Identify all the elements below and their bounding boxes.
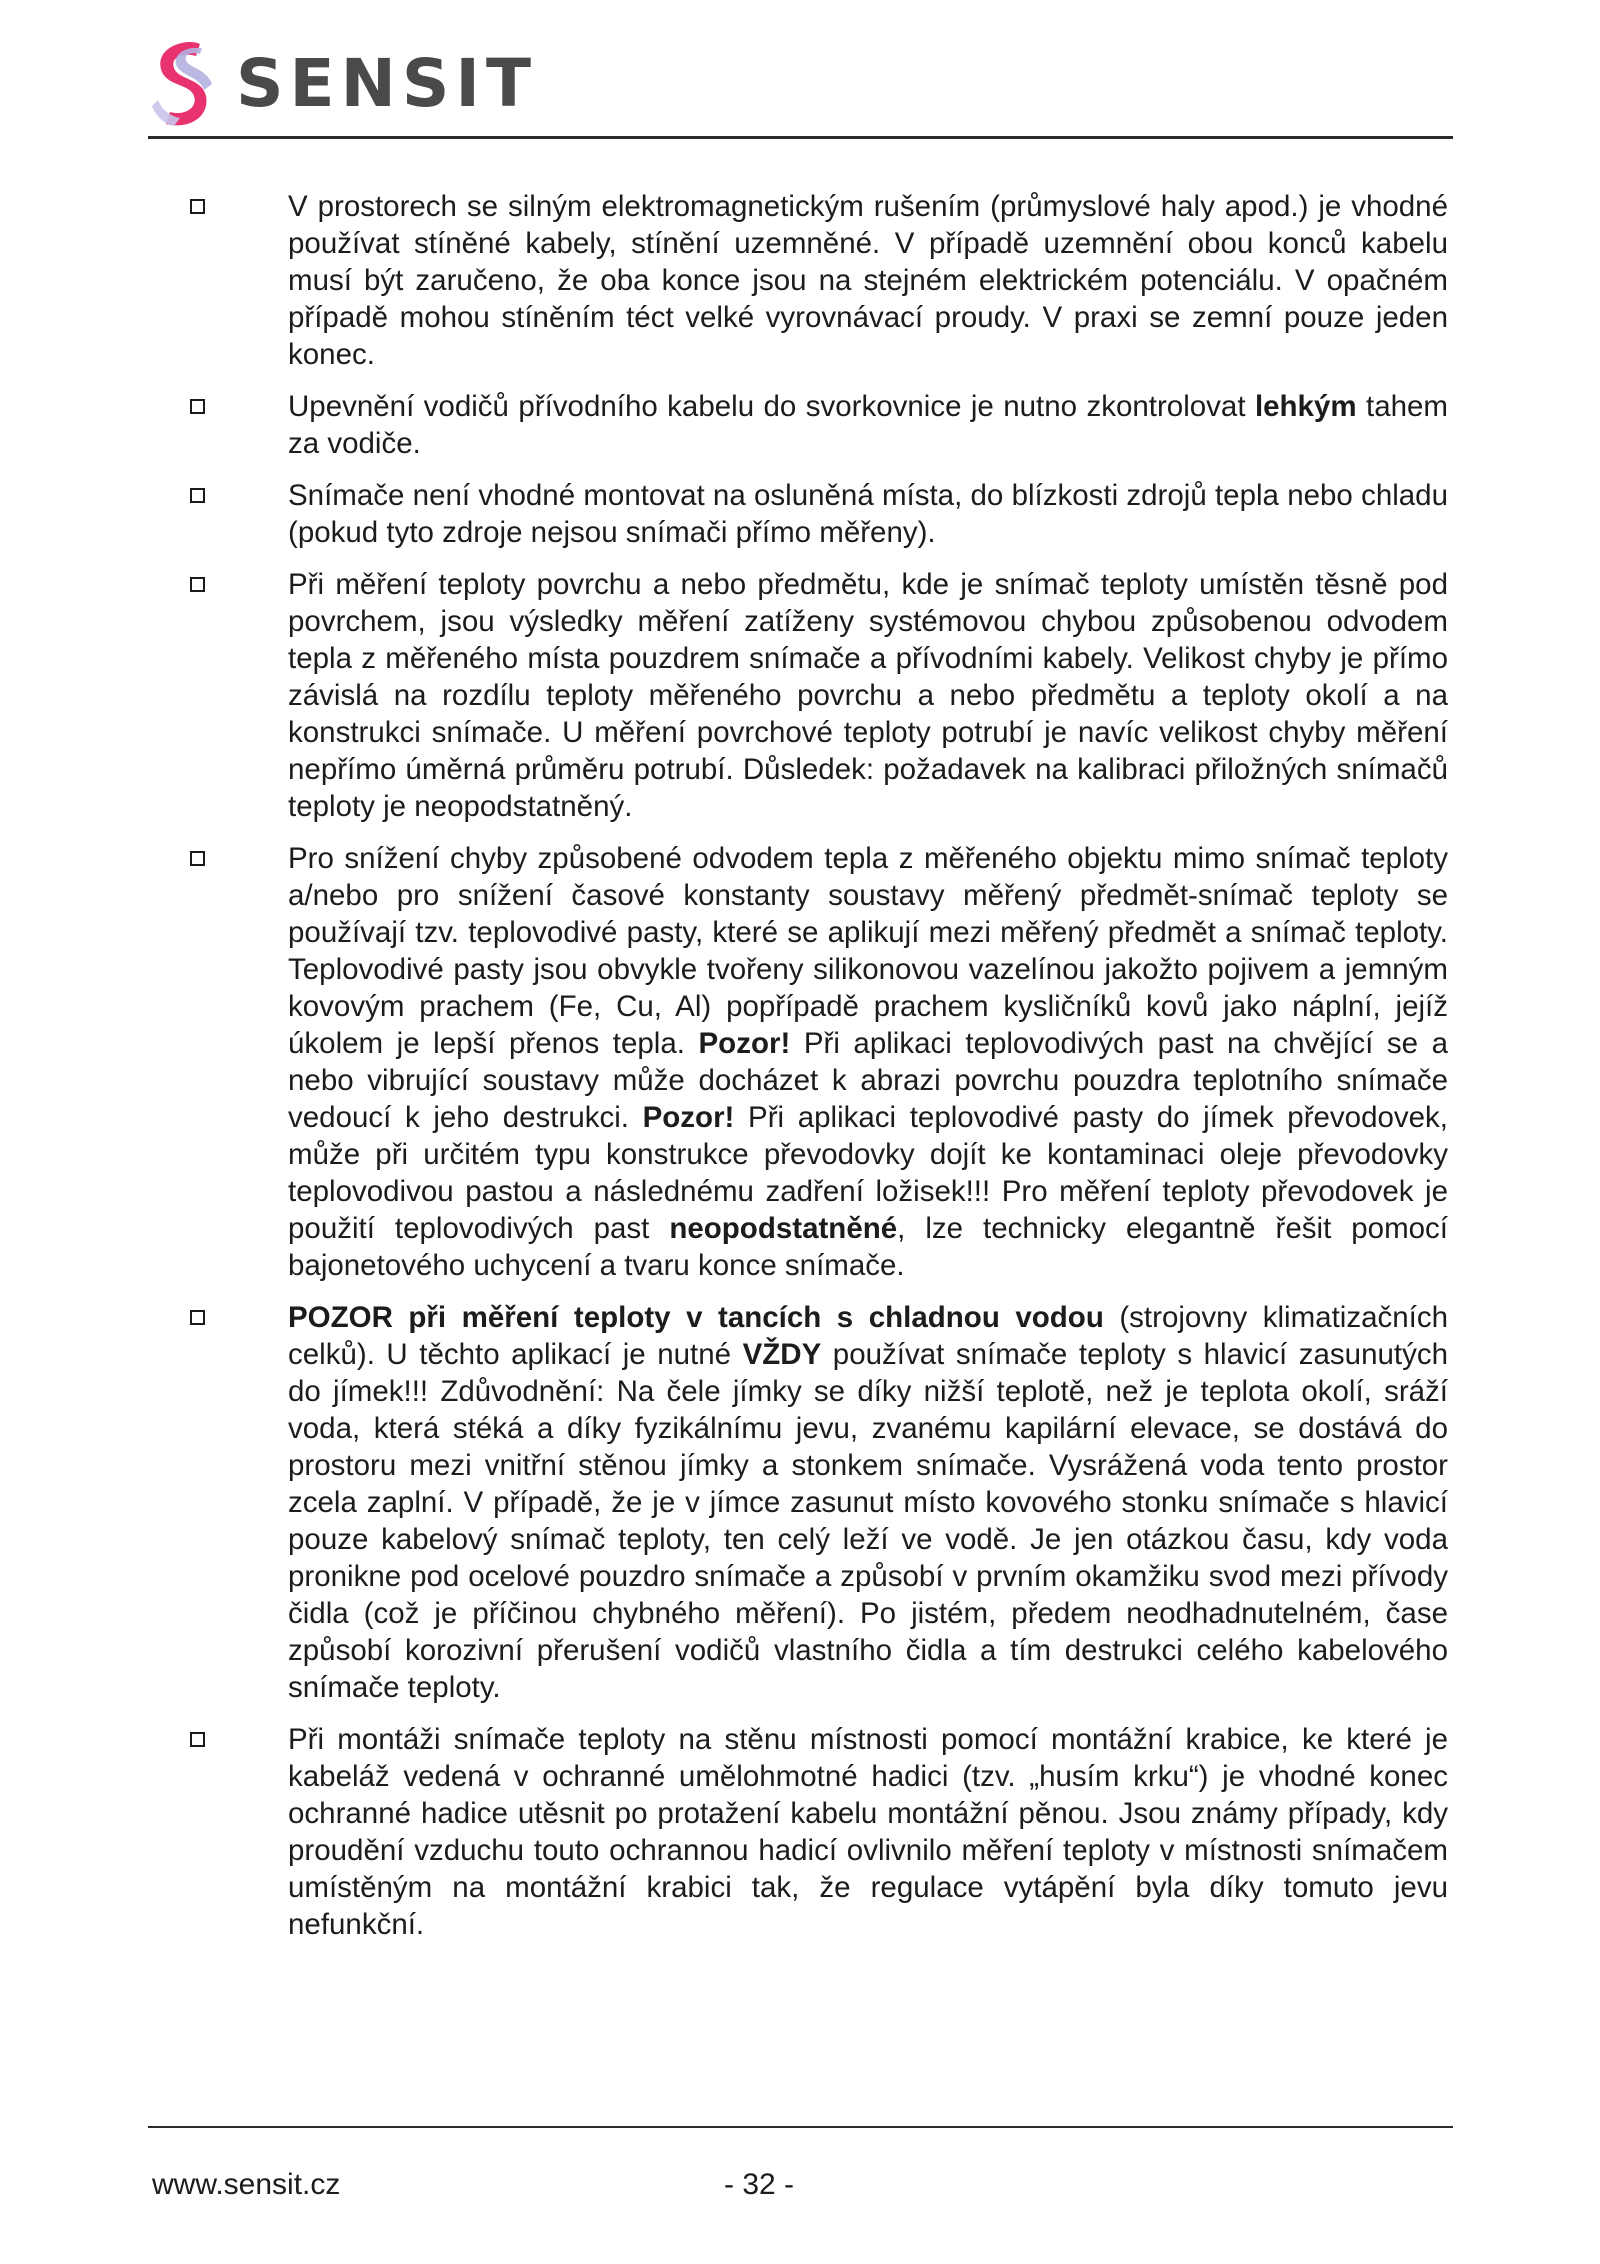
list-item-text — [288, 477, 1448, 551]
text-run: tahem za vodiče. — [288, 390, 1449, 460]
checkbox-bullet-icon — [190, 1310, 210, 1330]
text-run: Pro snížení chyby způsobené odvodem tepla z měřeného objektu mimo snímač teploty a/nebo pro snížení časové konstanty soustavy měřený předmět-snímač teploty se používají tzv. teplovodivé pasty, které se aplikují mezi měřený předmět a snímač teploty. Teplovodivé pasty jsou obvykle tvořeny silikonovou vazelínou jakožto pojivem a jemným kovovým prachem (Fe, Cu, Al) popřípadě prachem kysličníků kovů jako náplní, jejíž úkolem je lepší přenos tepla. — [288, 842, 1448, 1060]
text-run: Při aplikaci teplovodivých past na chvějící se a nebo vibrující soustavy může docházet k abrazi povrchu pouzdra teplotního snímače vedoucí k jeho destrukci. — [288, 1027, 1449, 1134]
footer-website-link[interactable]: www.sensit.cz — [152, 2168, 341, 2201]
text-run: Při aplikaci teplovodivé pasty do jímek převodovek, může při určitém typu konstrukce převodovky dojít ke kontaminaci oleje převodovky teplovodivou pastou a následnému zadření ložisek!!! Pro měření teploty převodovek je použití teplovodivých past — [288, 1101, 1448, 1245]
emphasis-text: lehkým — [1254, 390, 1357, 423]
list-item — [190, 1721, 1448, 1943]
page-header — [148, 38, 537, 130]
text-run: (strojovny klimatizačních celků). U těchto aplikací je nutné — [288, 1301, 1448, 1371]
text-run: Snímače není vhodné montovat na osluněná místa, do blízkosti zdrojů tepla nebo chladu (pokud tyto zdroje nejsou snímači přímo měřeny). — [288, 479, 1448, 549]
emphasis-text: VŽDY — [742, 1338, 822, 1371]
header-divider — [148, 136, 1453, 139]
page-number: - 32 - — [724, 2168, 795, 2201]
checkbox-bullet-icon — [190, 399, 210, 419]
list-item-text — [288, 188, 1448, 373]
text-run: Při montáži snímače teploty na stěnu místnosti pomocí montážní krabice, ke které je kabeláž vedená v ochranné umělohmotné hadici (tzv. „husím krku“) je vhodné konec ochranné hadice utěsnit po protažení kabelu montážní pěnou. Jsou známy případy, kdy proudění vzduchu touto ochrannou hadicí ovlivnilo měření teploty v místnosti snímačem umístěným na montážní krabici tak, že regulace vytápění byla díky tomuto jevu nefunkční. — [288, 1723, 1448, 1941]
checkbox-bullet-icon — [190, 577, 210, 597]
list-item — [190, 477, 1448, 551]
emphasis-text: Pozor! — [698, 1027, 791, 1060]
emphasis-text: neopodstatněné — [669, 1212, 898, 1245]
text-run: V prostorech se silným elektromagnetickým rušením (průmyslové haly apod.) je vhodné používat stíněné kabely, stínění uzemněné. V případě uzemnění obou konců kabelu musí být zaručeno, že oba konce jsou na stejném elektrickém potenciálu. V opačném případě mohou stíněním téct velké vyrovnávací proudy. V praxi se zemní pouze jeden konec. — [288, 190, 1448, 371]
list-item-text — [288, 840, 1448, 1284]
text-run: Upevnění vodičů přívodního kabelu do svorkovnice je nutno zkontrolovat — [288, 390, 1255, 423]
list-item — [190, 388, 1448, 462]
list-item — [190, 188, 1448, 373]
list-item-text — [288, 1721, 1448, 1943]
checkbox-bullet-icon — [190, 851, 210, 871]
footer-divider — [148, 2126, 1453, 2128]
list-item-text — [288, 1299, 1448, 1706]
emphasis-text: POZOR při měření teploty v tancích s chladnou vodou — [288, 1301, 1104, 1334]
emphasis-text: Pozor! — [642, 1101, 735, 1134]
checkbox-bullet-icon — [190, 199, 210, 219]
checkbox-bullet-icon — [190, 488, 210, 508]
list-item — [190, 566, 1448, 825]
list-item-text — [288, 388, 1448, 462]
list-item — [190, 1299, 1448, 1706]
bullet-list — [190, 188, 1448, 1958]
brand-wordmark: SENSIT — [236, 45, 537, 122]
text-run: Při měření teploty povrchu a nebo předmětu, kde je snímač teploty umístěn těsně pod povrchem, jsou výsledky měření zatíženy systémovou chybou způsobenou odvodem tepla z měřeného místa pouzdrem snímače a přívodními kabely. Velikost chyby je přímo závislá na rozdílu teploty měřeného povrchu a nebo předmětu a teploty okolí a na konstrukci snímače. U měření povrchové teploty potrubí je navíc velikost chyby měření nepřímo úměrná průměru potrubí. Důsledek: požadavek na kalibraci přiložných snímačů teploty je neopodstatněný. — [288, 568, 1448, 823]
checkbox-bullet-icon — [190, 1732, 210, 1752]
list-item-text — [288, 566, 1448, 825]
text-run: používat snímače teploty s hlavicí zasunutých do jímek!!! Zdůvodnění: Na čele jímky se díky nižší teplotě, než je teplota okolí, sráží voda, která stéká a díky fyzikálnímu jevu, zvanému kapilární elevace, se dostává do prostoru mezi vnitřní stěnou jímky a stonkem snímače. Vysrážená voda tento prostor zcela zaplní. V případě, že je v jímce zasunut místo kovového stonku snímače s hlavicí pouze kabelový snímač teploty, ten celý leží ve vodě. Je jen otázkou času, kdy voda pronikne pod ocelové pouzdro snímače a způsobí v prvním okamžiku svod mezi přívody čidla (což je příčinou chybného měření). Po jistém, předem neodhadnutelném, čase způsobí korozivní přerušení vodičů vlastního čidla a tím destrukci celého kabelového snímače teploty. — [288, 1338, 1448, 1704]
sensit-logo-icon — [148, 38, 220, 130]
list-item — [190, 840, 1448, 1284]
text-run: , lze technicky elegantně řešit pomocí bajonetového uchycení a tvaru konce snímače. — [288, 1212, 1448, 1282]
